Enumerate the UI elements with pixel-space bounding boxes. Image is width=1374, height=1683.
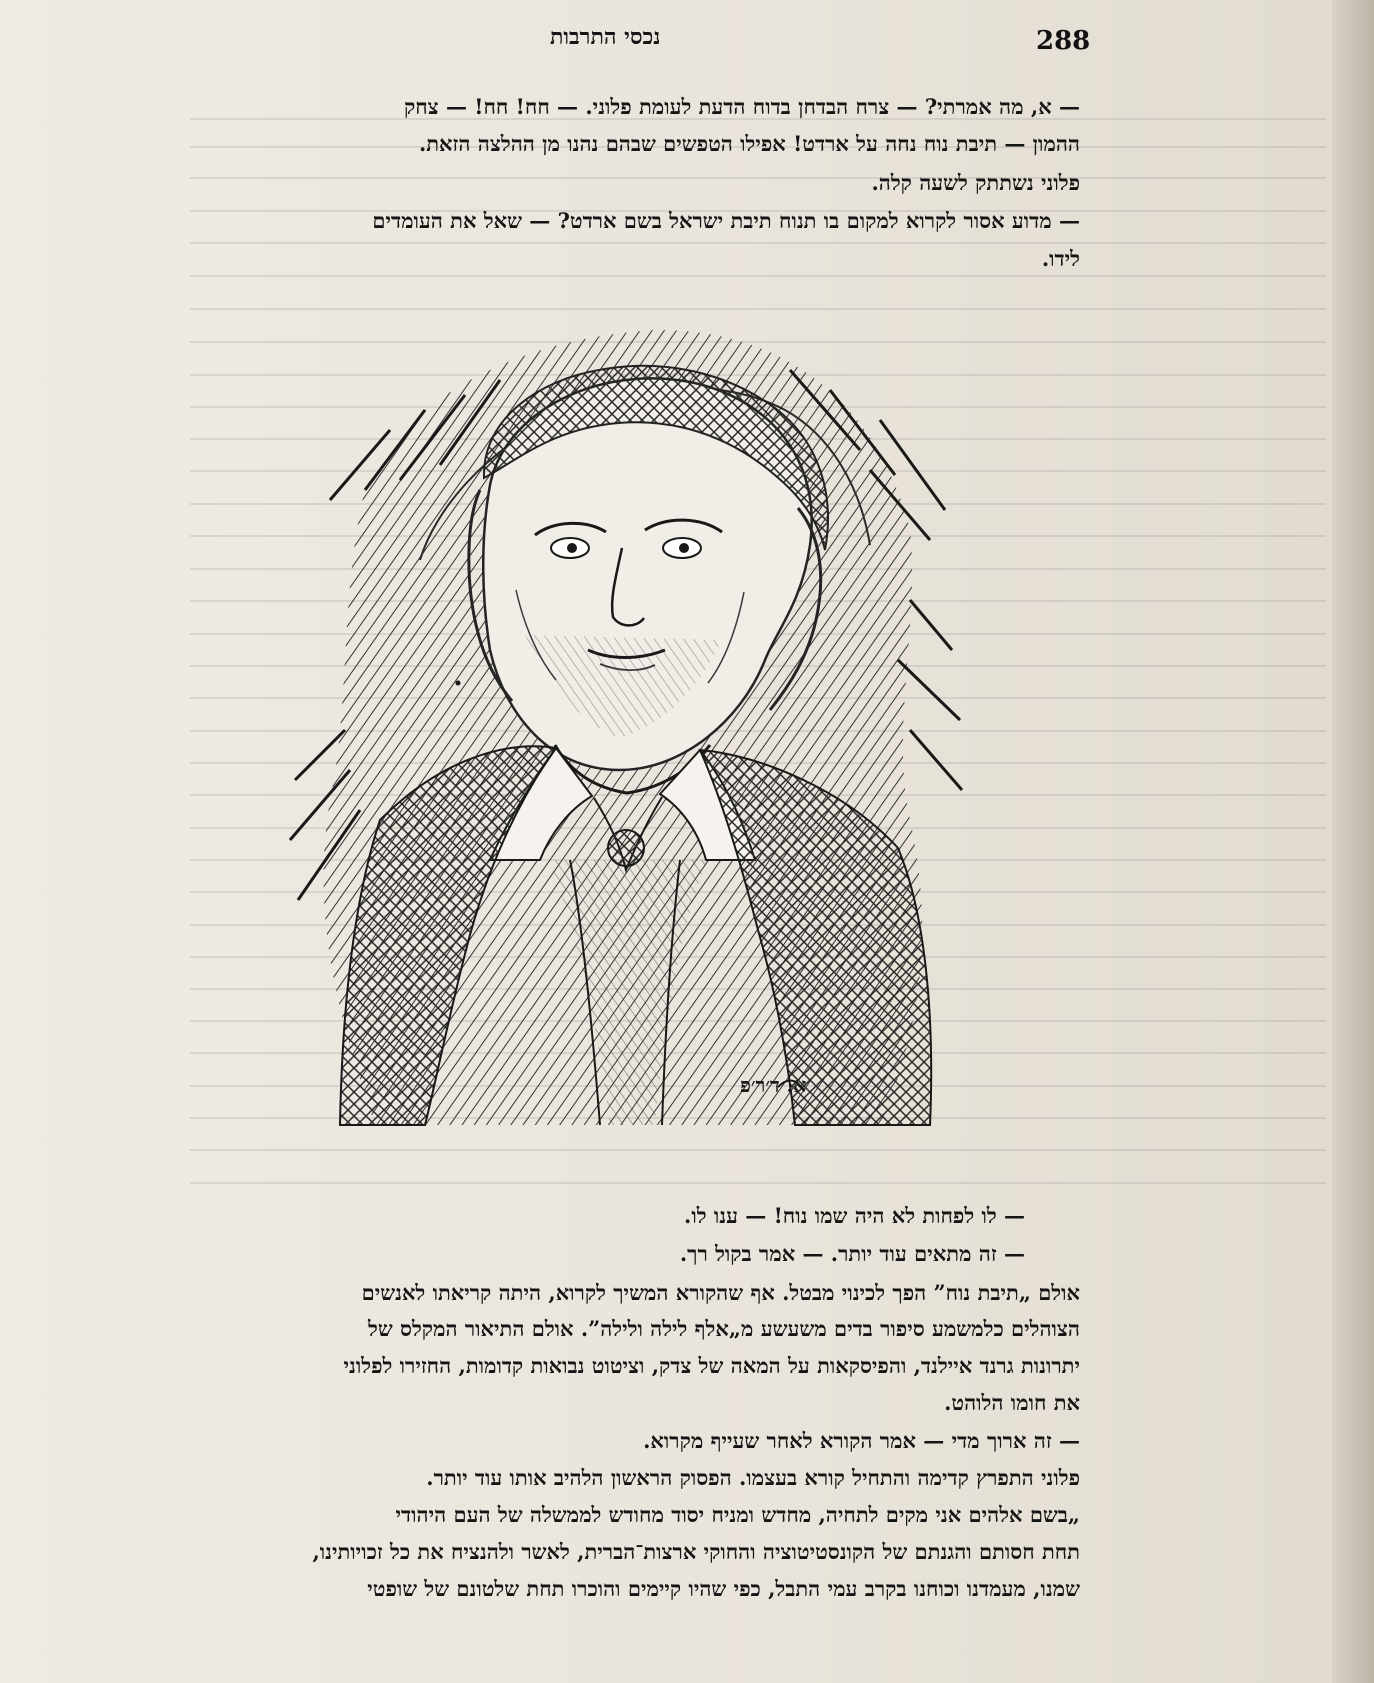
paragraph-line: אולם „תיבת נוח” הפך לכינוי מבטל. אף שהקורא המשיך לקרוא, היתה קריאתו לאנשים xyxy=(361,1280,1080,1305)
paragraph-line: יתרונות גרנד איילנד, והפיסקאות על המאה של צדק, וציטוט נבואות קדומות, החזירו לפלוני xyxy=(343,1353,1080,1378)
paragraph-line: את חומו הלוהט. xyxy=(944,1390,1080,1415)
paragraph-line: — לו לפחות לא היה שמו נוח! — ענו לו. xyxy=(684,1203,1025,1228)
paragraph-line: תחת חסותם והגנתם של הקונסטיטוציה והחוקי ארצות־הברית, לאשר ולהנציח את כל זכויותינו, xyxy=(312,1539,1080,1564)
paragraph-line: ההמון — תיבת נוח נחה על ארדט! אפילו הטפשים שבהם נהנו מן ההלצה הזאת. xyxy=(418,131,1080,156)
paragraph-line: „בשם אלהים אני מקים לתחיה, מחדש ומניח יסוד מחודש לממשלה של העם היהודי xyxy=(395,1502,1080,1527)
paragraph-line: — מדוע אסור לקרוא למקום בו תנוח תיבת ישראל בשם ארדט? — שאל את העומדים xyxy=(372,208,1080,233)
paragraph-line: לידו. xyxy=(1041,246,1080,271)
page-number: 288 xyxy=(1036,26,1091,56)
paragraph-line: — זה מתאים עוד יותר. — אמר בקול רך. xyxy=(679,1241,1025,1266)
running-header-title: נכסי התרבות xyxy=(550,24,661,50)
paragraph-line: הצוהלים כלמשמע סיפור בדים משעשע מ„אלף לילה ולילה”. אולם התיאור המקלס של xyxy=(368,1316,1080,1341)
illustration-signature: א. ד׳ר׳פ xyxy=(740,1073,807,1097)
paragraph-line: פלוני התפרץ קדימה והתחיל קורא בעצמו. הפסוק הראשון הלהיב אותו עוד יותר. xyxy=(426,1465,1080,1490)
paragraph-line: פלוני נשתתק לשעה קלה. xyxy=(871,170,1080,195)
paragraph-line: — א, מה אמרתי? — צרח הבדחן בדוח הדעת לעומת פלוני. — חח! חח! — צחק xyxy=(404,94,1080,119)
paragraph-line: — זה ארוך מדי — אמר הקורא לאחר שעייף מקרוא. xyxy=(643,1428,1080,1453)
portrait-illustration-icon xyxy=(270,300,970,1160)
paragraph-line: שמנו, מעמדנו וכוחנו בקרב עמי התבל, כפי שהיו קיימים והוכרו תחת שלטונם של שופטי xyxy=(367,1576,1080,1601)
page-gutter xyxy=(1332,0,1374,1683)
